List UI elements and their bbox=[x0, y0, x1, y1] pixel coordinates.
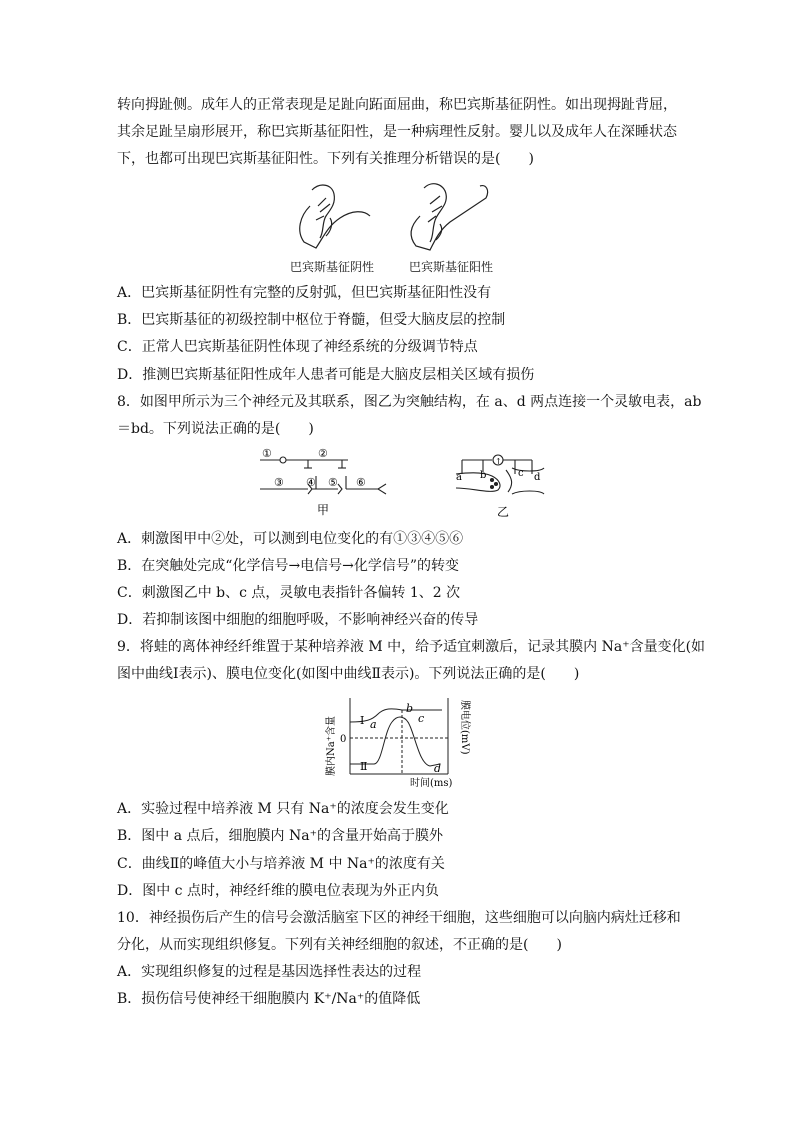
q10-line-1: 10．神经损伤后产生的信号会激活脑室下区的神经干细胞，这些细胞可以向脑内病灶迁移和 bbox=[117, 910, 681, 926]
neuron-label-3: ③ bbox=[274, 476, 284, 489]
q9-option-c: C．曲线Ⅱ的峰值大小与培养液 M 中 Na⁺的浓度有关 bbox=[117, 856, 445, 872]
q7-line-3: 下，也都可出现巴宾斯基征阳性。下列有关推理分析错误的是( ) bbox=[117, 151, 534, 167]
q9-line-1: 9．将蛙的离体神经纤维置于某种培养液 M 中，给予适宜刺激后，记录其膜内 Na⁺含量变化(如 bbox=[117, 639, 706, 655]
neuron-label-1: ① bbox=[262, 447, 272, 460]
point-a-label: a bbox=[370, 718, 377, 731]
synapse-label-d: d bbox=[534, 472, 541, 483]
curve-II-label: Ⅱ bbox=[360, 760, 368, 773]
x-axis-label: 时间(ms) bbox=[410, 778, 453, 788]
q9-option-d: D．图中 c 点时，神经纤维的膜电位表现为外正内负 bbox=[117, 883, 439, 899]
membrane-potential-chart bbox=[322, 692, 474, 788]
q7-option-c: C．正常人巴宾斯基征阴性体现了神经系统的分级调节特点 bbox=[117, 339, 478, 355]
q10-option-a: A．实现组织修复的过程是基因选择性表达的过程 bbox=[117, 964, 422, 980]
babinski-negative-caption: 巴宾斯基征阴性 bbox=[290, 260, 375, 274]
babinski-positive-caption: 巴宾斯基征阳性 bbox=[409, 260, 494, 274]
q9-option-a: A．实验过程中培养液 M 只有 Na⁺的浓度会发生变化 bbox=[117, 801, 449, 817]
q8-option-a: A．刺激图甲中②处，可以测到电位变化的有①③④⑤⑥ bbox=[117, 531, 464, 547]
babinski-figure bbox=[290, 176, 520, 254]
babinski-positive-illustration bbox=[411, 184, 488, 250]
left-y-axis-label: 膜内Na⁺含量 bbox=[326, 716, 337, 776]
synapse-figure-yi bbox=[452, 446, 552, 520]
q10-option-b: B．损伤信号使神经干细胞膜内 K⁺/Na⁺的值降低 bbox=[117, 991, 421, 1007]
curve-I-label: Ⅰ bbox=[360, 714, 365, 727]
point-c-label: c bbox=[418, 712, 425, 725]
babinski-negative-illustration bbox=[300, 185, 370, 248]
neuron-figure-jia bbox=[258, 446, 408, 520]
q8-option-d: D．若抑制该图中细胞的细胞呼吸，不影响神经兴奋的传导 bbox=[117, 612, 479, 628]
synapse-label-c: c bbox=[518, 468, 524, 479]
q10-line-2: 分化，从而实现组织修复。下列有关神经细胞的叙述，不正确的是( ) bbox=[117, 937, 562, 953]
point-d-label: d bbox=[434, 762, 442, 775]
neuron-label-6: ⑥ bbox=[356, 476, 366, 489]
synapse-label-b: b bbox=[480, 470, 487, 481]
q8-line-2: ＝bd。下列说法正确的是( ) bbox=[117, 421, 314, 437]
y-tick-zero: 0 bbox=[340, 734, 347, 745]
neuron-label-4: ④ bbox=[306, 476, 316, 489]
synapse-label-a: a bbox=[456, 472, 462, 483]
q7-option-a: A．巴宾斯基征阴性有完整的反射弧，但巴宾斯基征阳性没有 bbox=[117, 285, 492, 301]
q7-option-b: B．巴宾斯基征的初级控制中枢位于脊髓，但受大脑皮层的控制 bbox=[117, 312, 506, 328]
q9-line-2: 图中曲线Ⅰ表示)、膜电位变化(如图中曲线Ⅱ表示)。下列说法正确的是( ) bbox=[117, 666, 580, 682]
figure-yi-caption: 乙 bbox=[497, 505, 510, 519]
q7-line-1: 转向拇趾侧。成年人的正常表现是足趾向跖面屈曲，称巴宾斯基征阴性。如出现拇趾背屈， bbox=[117, 97, 677, 113]
figure-jia-caption: 甲 bbox=[317, 503, 330, 517]
galvanometer-icon: ↑ bbox=[495, 457, 502, 466]
q8-option-c: C．刺激图乙中 b、c 点，灵敏电表指针各偏转 1、2 次 bbox=[117, 585, 461, 601]
right-y-axis-label: 膜电位(mV) bbox=[459, 700, 470, 755]
neuron-label-5: ⑤ bbox=[328, 476, 338, 489]
q8-line-1: 8．如图甲所示为三个神经元及其联系，图乙为突触结构，在 a、d 两点连接一个灵敏电表，ab bbox=[117, 394, 702, 410]
neuron-label-2: ② bbox=[318, 447, 328, 460]
q9-option-b: B．图中 a 点后，细胞膜内 Na⁺的含量开始高于膜外 bbox=[117, 828, 443, 844]
q8-option-b: B．在突触处完成“化学信号→电信号→化学信号”的转变 bbox=[117, 558, 460, 574]
q7-option-d: D．推测巴宾斯基征阳性成年人患者可能是大脑皮层相关区域有损伤 bbox=[117, 367, 535, 383]
q7-line-2: 其余足趾呈扇形展开，称巴宾斯基征阳性，是一种病理性反射。婴儿以及成年人在深睡状态 bbox=[117, 124, 677, 140]
point-b-label: b bbox=[406, 702, 414, 715]
